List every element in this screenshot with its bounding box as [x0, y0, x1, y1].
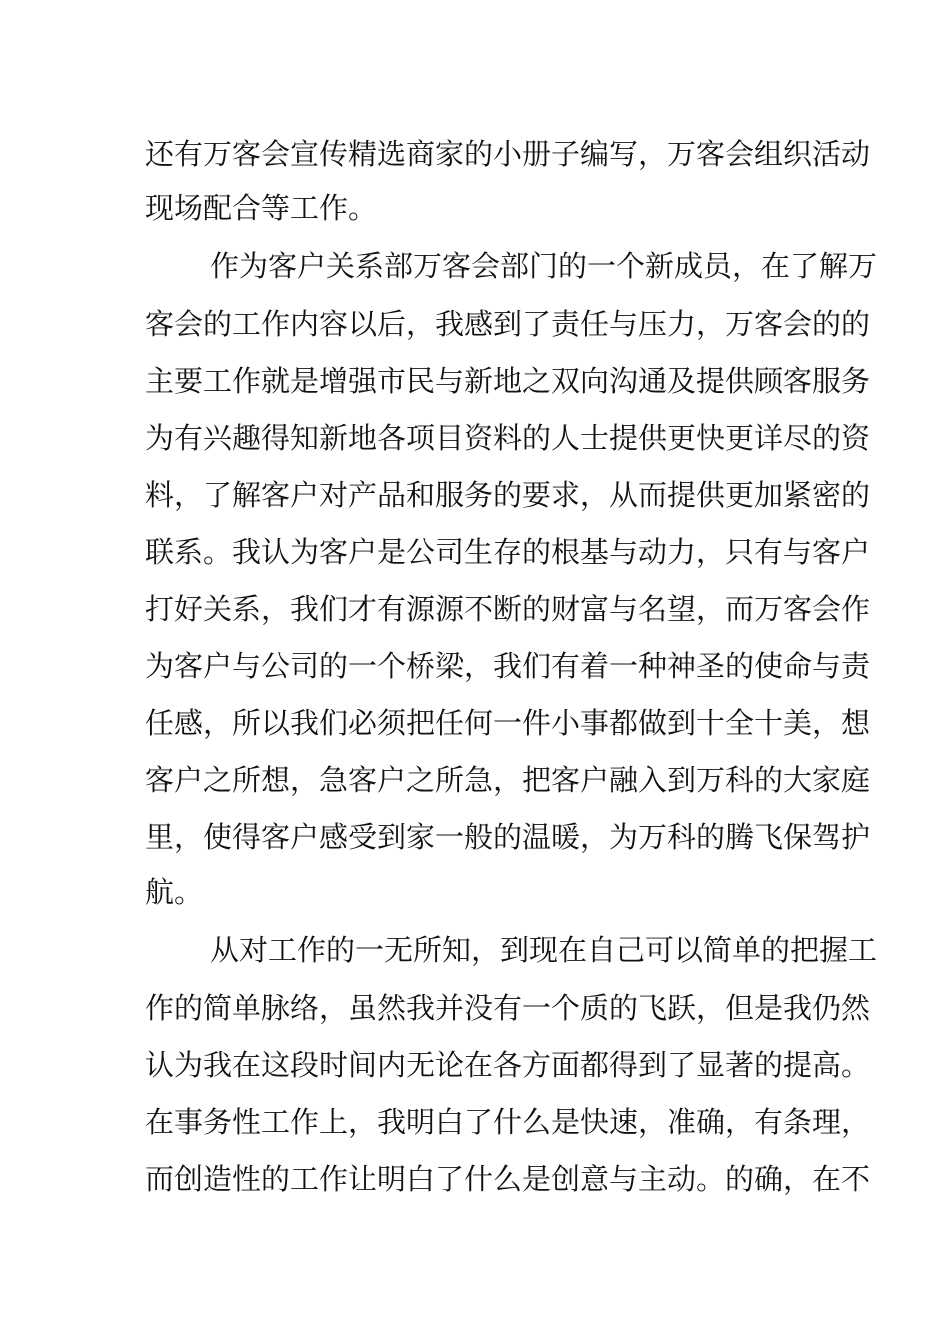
text-line: 而创造性的工作让明白了什么是创意与主动。的确，在不 — [145, 1162, 871, 1196]
text-line: 作为客户关系部万客会部门的一个新成员，在了解万 — [210, 249, 878, 283]
text-line: 任感，所以我们必须把任何一件小事都做到十全十美，想 — [145, 706, 871, 740]
text-line: 主要工作就是增强市民与新地之双向沟通及提供顾客服务 — [145, 364, 871, 398]
text-line: 客会的工作内容以后，我感到了责任与压力，万客会的的 — [145, 307, 871, 341]
text-line: 航。 — [145, 875, 204, 909]
text-line: 客户之所想，急客户之所急，把客户融入到万科的大家庭 — [145, 763, 871, 797]
text-line: 里，使得客户感受到家一般的温暖，为万科的腾飞保驾护 — [145, 820, 871, 854]
text-line: 还有万客会宣传精选商家的小册子编写，万客会组织活动 — [145, 137, 871, 171]
text-line: 为客户与公司的一个桥梁，我们有着一种神圣的使命与责 — [145, 649, 871, 683]
text-line: 打好关系，我们才有源源不断的财富与名望，而万客会作 — [145, 592, 871, 626]
text-line: 作的简单脉络，虽然我并没有一个质的飞跃，但是我仍然 — [145, 991, 871, 1025]
text-line: 现场配合等工作。 — [145, 191, 378, 225]
text-line: 认为我在这段时间内无论在各方面都得到了显著的提高。 — [145, 1048, 871, 1082]
text-line: 在事务性工作上，我明白了什么是快速，准确，有条理， — [145, 1105, 871, 1139]
text-line: 联系。我认为客户是公司生存的根基与动力，只有与客户 — [145, 535, 871, 569]
text-line: 从对工作的一无所知，到现在自己可以简单的把握工 — [210, 933, 878, 967]
text-line: 为有兴趣得知新地各项目资料的人士提供更快更详尽的资 — [145, 421, 871, 455]
text-line: 料，了解客户对产品和服务的要求，从而提供更加紧密的 — [145, 478, 871, 512]
